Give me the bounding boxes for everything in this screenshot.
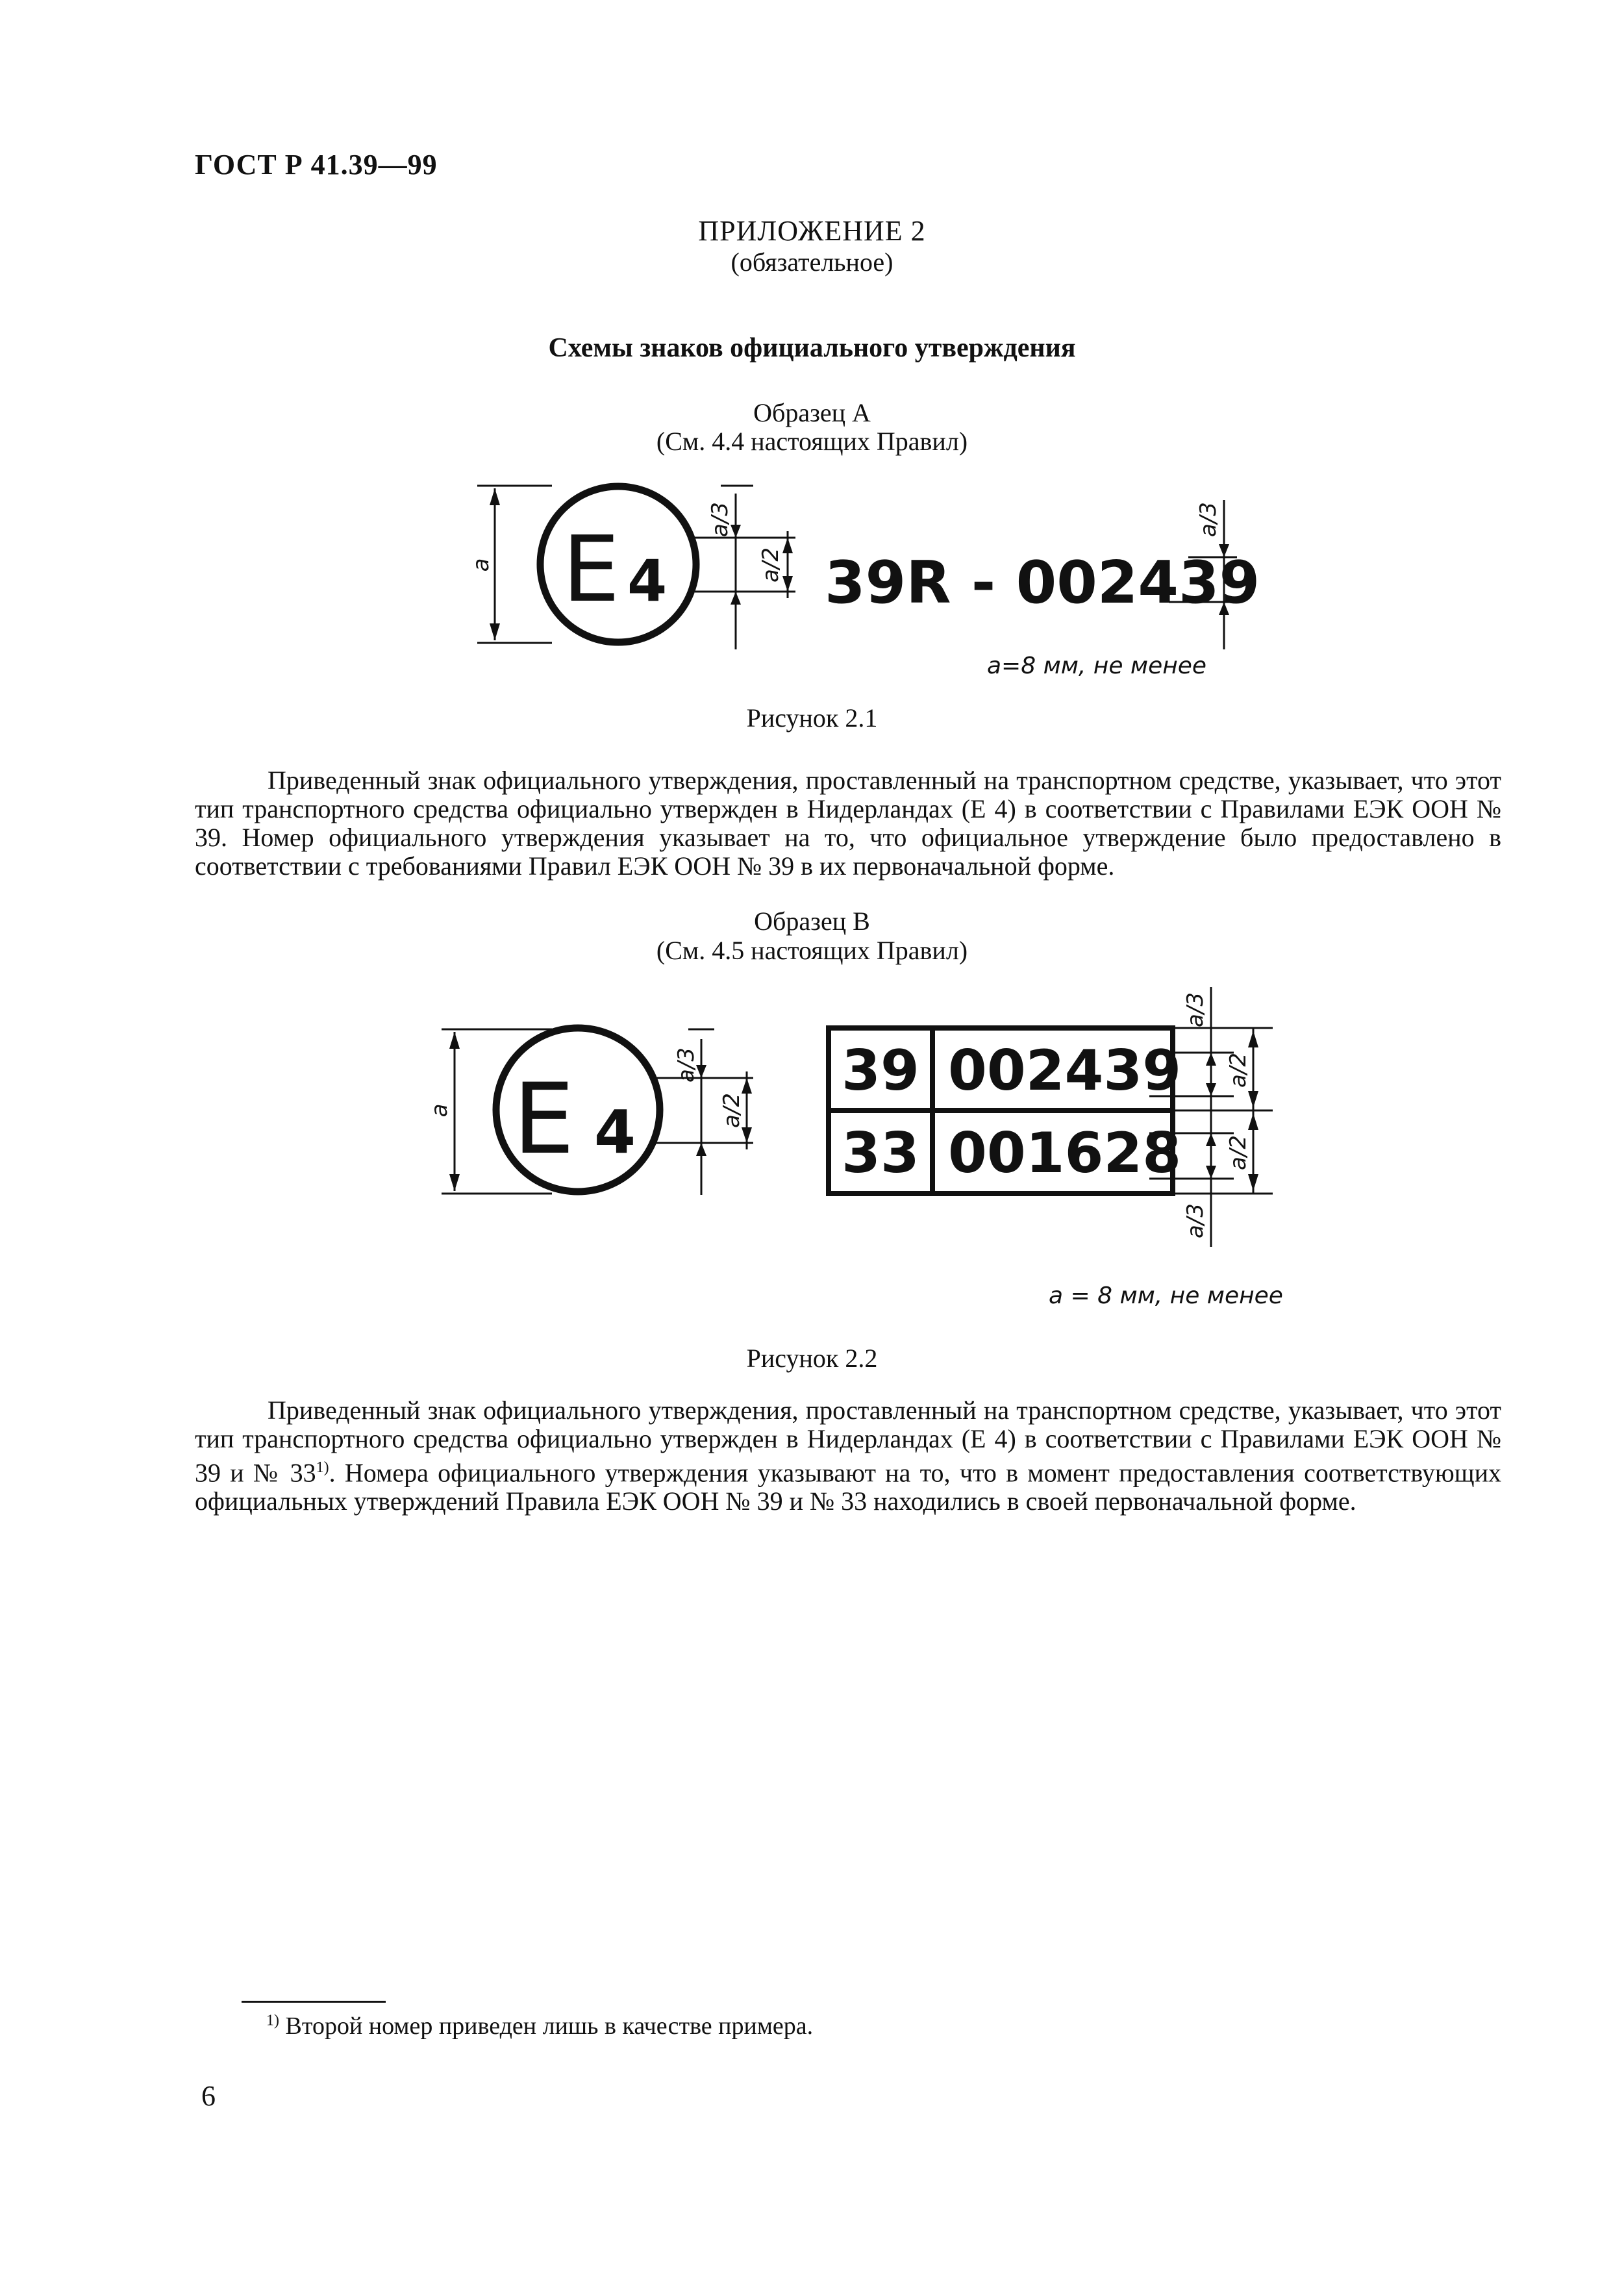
- sample-b-dimension-a3-bottom: a/3: [1182, 1203, 1208, 1238]
- sample-b-reference: (См. 4.5 настоящих Правил): [656, 936, 968, 965]
- sample-a-reference: (См. 4.4 настоящих Правил): [656, 427, 968, 456]
- sample-a-dimension-a: a: [468, 558, 494, 572]
- sample-a-description-text: Приведенный знак официального утверждения, проставленный на транспортном средстве, указывает, что этот тип транспортного средства официально утвержден в Нидерландах (Е 4) в соответствии с Правилами ЕЭК ООН № 39. Номер официального утверждения указывает на то, что официальное утверждение было предоставлено в соответствии с требованиями Правил ЕЭК ООН № 39 в их первоначальной форме.: [195, 766, 1501, 881]
- sample-a-note: a=8 мм, не менее: [987, 653, 1207, 679]
- sample-a-dimension-a3-circle: a/3: [707, 502, 733, 537]
- footnote-text: Второй номер приведен лишь в качестве примера.: [279, 2012, 814, 2040]
- sample-b-row-1-approval: 002439: [948, 1038, 1182, 1103]
- annex-title: ПРИЛОЖЕНИЕ 2: [698, 215, 926, 247]
- sample-a-mark-country-number: 4: [627, 547, 668, 614]
- page-number: 6: [201, 2080, 216, 2112]
- figure-2-1-caption: Рисунок 2.1: [746, 703, 878, 733]
- sample-b-dimension-a2-row2: a/2: [1225, 1135, 1251, 1170]
- sample-b-mark-letter: E: [513, 1063, 575, 1176]
- sample-b-footnote-marker: 1): [316, 1459, 329, 1476]
- sample-b-title: Образец В: [754, 907, 870, 936]
- sample-b-row-1-regulation: 39: [842, 1038, 919, 1103]
- sample-a-approval-number: 39R - 002439: [825, 549, 1260, 617]
- sample-a-dimension-a3-number: a/3: [1195, 502, 1221, 537]
- sample-b-mark-country-number: 4: [594, 1097, 636, 1167]
- sample-b-description-part2: . Номера официального утверждения указывают на то, что в момент предоставления соответствующих официальных утверждений Правила ЕЭК ООН № 39 и № 33 находились в своей первоначальной форме.: [195, 1458, 1501, 1516]
- running-head-standard-code: ГОСТ Р 41.39—99: [195, 149, 438, 181]
- sample-b-dimension-a2-row1: a/2: [1225, 1053, 1251, 1088]
- sample-b-dimension-a: a: [427, 1103, 453, 1118]
- sample-a-dimension-a2: a/2: [758, 547, 784, 583]
- sample-b-dimension-a3-top: a/3: [1182, 992, 1208, 1027]
- footnote-separator: [242, 2001, 386, 2003]
- sample-b-note: a = 8 мм, не менее: [1049, 1283, 1283, 1309]
- annex-status: (обязательное): [731, 247, 893, 277]
- sample-b-dimension-a3-circle: a/3: [673, 1047, 699, 1083]
- sample-b-row-2-approval: 001628: [948, 1121, 1182, 1186]
- sample-a-title: Образец А: [753, 398, 871, 427]
- sample-b-row-2-regulation: 33: [842, 1121, 919, 1186]
- sample-b-dimension-a2-circle: a/2: [719, 1093, 745, 1128]
- footnote: [266, 2012, 813, 2040]
- section-title: Схемы знаков официального утверждения: [548, 333, 1076, 363]
- sample-b-description-part1: Приведенный знак официального утверждения, проставленный на транспортном средстве, указывает, что этот тип транспортного средства официально утвержден в Нидерландах (Е 4) в соответствии с Правилами ЕЭК ООН № 39 и № 33: [195, 1396, 1501, 1488]
- footnote-marker: 1): [266, 2012, 279, 2029]
- figure-2-2-caption: Рисунок 2.2: [746, 1344, 878, 1373]
- sample-b-description-text: [195, 1396, 1501, 1516]
- sample-a-mark-letter: E: [562, 517, 620, 623]
- sample-b-description: [195, 1396, 1501, 1516]
